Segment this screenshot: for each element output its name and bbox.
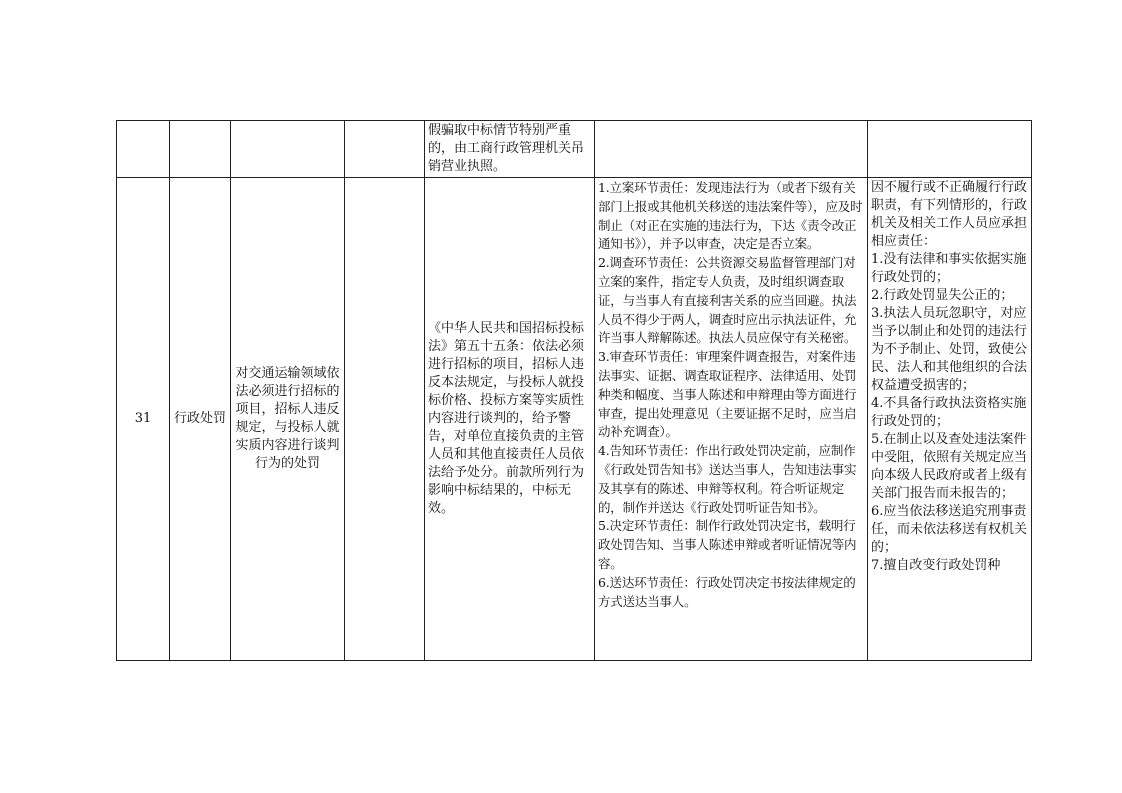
- responsibility-cell: [595, 121, 868, 178]
- power-name-cell: [231, 178, 345, 661]
- accountability-cell: [868, 178, 1032, 661]
- responsibility-text: 1.立案环节责任：发现违法行为（或者下级有关部门上报或其他机关移送的违法案件等），应及时制止（对正在实施的违法行为，下达《责令改正通知书》），并予以审查，决定是否立案。 2.调查环节责任：公共资源交易监督管理部门对立案的案件，指定专人负责，及时组织调查取证，与当事人有直接利害关系的应当回避。执法人员不得少于两人，调查时应出示执法证件，允许当事人辩解陈述。执法人员应保守有关秘密。 3.审查环节责任：审理案件调查报告，对案件违法事实、证据、调查取证程序、法律适用、处罚种类和幅度、当事人陈述和申辩理由等方面进行审查，提出处理意见（主要证据不足时，应当启动补充调查）。 4.告知环节责任：作出行政处罚决定前，应制作《行政处罚告知书》送达当事人，告知违法事实及其享有的陈述、申辩等权利。符合听证规定的，制作并送达《行政处罚听证告知书》。 5.决定环节责任：制作行政处罚决定书，载明行政处罚告知、当事人陈述申辩或者听证情况等内容。 6.送达环节责任：行政处罚决定书按法律规定的方式送达当事人。: [598, 180, 863, 609]
- item-number-cell: [117, 121, 170, 178]
- accountability-text: 因不履行或不正确履行行政职责，有下列情形的，行政机关及相关工作人员应承担相应责任： 1.没有法律和事实依据实施行政处罚的； 2.行政处罚显失公正的； 3.执法人员玩忽职守，对应当予以制止和处罚的违法行为不予制止、处罚，致使公民、法人和其他组织的合法权益遭受损害的； 4.不具备行政执法资格实施行政处罚的； 5.在制止以及查处违法案件中受阻，依照有关规定应当向本级人民政府或者上级有关部门报告而未报告的； 6.应当依法移送追究刑事责任，而未依法移送有权机关的； 7.擅自改变行政处罚种: [871, 180, 1028, 573]
- power-name-cell: [231, 121, 345, 178]
- legal-basis-cell: [425, 178, 595, 661]
- power-name: 对交通运输领域依法必须进行招标的项目，招标人违反规定，与投标人就实质内容进行谈判行为的处罚: [235, 366, 340, 471]
- power-type-cell: [170, 178, 231, 661]
- responsibility-cell: [595, 178, 868, 661]
- table-row: [117, 178, 1032, 661]
- power-type-cell: [170, 121, 231, 178]
- item-number-cell: [117, 178, 170, 661]
- power-list-table: [116, 120, 1032, 661]
- subitem-cell: [345, 121, 425, 178]
- power-type: 行政处罚: [173, 411, 226, 426]
- table-row: [117, 121, 1032, 178]
- legal-basis-text: 《中华人民共和国招标投标法》第五十五条：依法必须进行招标的项目，招标人违反本法规定，与投标人就投标价格、投标方案等实质性内容进行谈判的，给予警告，对单位直接负责的主管人员和其他直接责任人员依法给予处分。前款所列行为影响中标结果的，中标无效。: [428, 321, 585, 516]
- item-number: 31: [134, 411, 152, 426]
- legal-basis-text: 假骗取中标情节特别严重的，由工商行政管理机关吊销营业执照。: [428, 123, 585, 174]
- accountability-cell: [868, 121, 1032, 178]
- subitem-cell: [345, 178, 425, 661]
- legal-basis-cell: [425, 121, 595, 178]
